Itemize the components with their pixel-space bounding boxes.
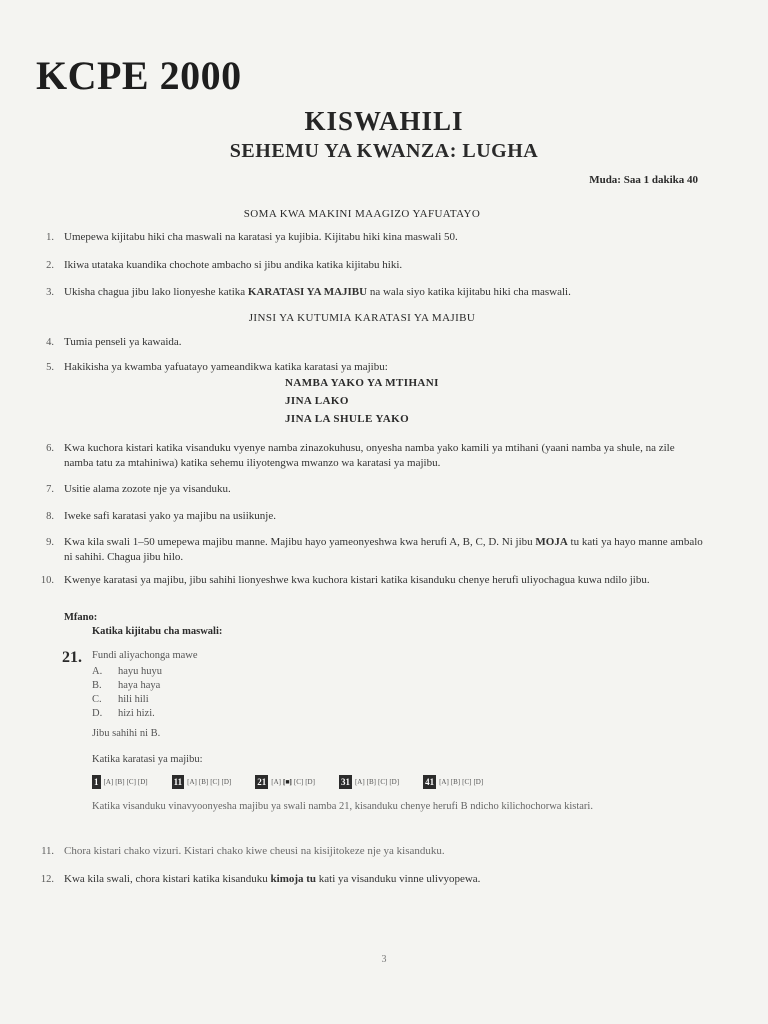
answer-bubble: [C]: [126, 778, 136, 786]
example-explanation: Katika visanduku vinavyoonyesha majibu ya swali namba 21, kisanduku chenye herufi B ndicho kilichochorwa kistari.: [92, 801, 593, 812]
answer-bubble: [D]: [137, 778, 148, 786]
subject-title: KISWAHILI: [304, 106, 464, 136]
option-text: haya haya: [118, 680, 161, 691]
time-allowed: Muda: Saa 1 dakika 40: [589, 174, 698, 186]
item-text: kati ya visanduku vinne ulivyopewa.: [316, 873, 481, 885]
answer-bubble: [B]: [366, 778, 376, 786]
option-text: hili hili: [118, 694, 149, 705]
instruction-item: Hakikisha ya kwamba yafuatayo yameandikwa katika karatasi ya majibu:: [64, 361, 388, 373]
answer-bubble: [B]: [115, 778, 125, 786]
required-field: JINA LA SHULE YAKO: [285, 413, 410, 425]
answer-sheet-question-number: 1: [94, 777, 99, 787]
answer-bubble: [A]: [271, 778, 281, 786]
answer-sheet-example: [92, 773, 507, 791]
answer-sheet-group: [339, 775, 401, 789]
answer-bubble: [A]: [103, 778, 114, 786]
answer-sheet-group: [255, 775, 317, 789]
example-option: [92, 708, 155, 719]
answer-bubble: [D]: [473, 778, 484, 786]
correct-answer: Jibu sahihi ni B.: [92, 728, 161, 739]
answer-bubble: [C]: [210, 778, 220, 786]
example-question-number: 21.: [62, 649, 82, 666]
answer-sheet-question-number: 21: [257, 777, 267, 787]
exam-title: KCPE 2000: [36, 53, 242, 98]
option-letter: A.: [92, 666, 103, 677]
item-number: 2.: [46, 260, 54, 271]
item-text: Kwa kila swali, chora kistari katika kisanduku: [64, 873, 271, 885]
instruction-item: Umepewa kijitabu hiki cha maswali na karatasi ya kujibia. Kijitabu hiki kina maswali 50.: [64, 231, 458, 243]
item-text: Kwa kila swali 1–50 umepewa majibu manne. Majibu hayo yameonyeshwa kwa herufi A, B, C, D. Ni jibu: [64, 536, 536, 548]
answer-sheet-question-number: 11: [173, 777, 183, 787]
answer-bubble-filled: [■]: [282, 778, 292, 786]
item-number: 11.: [41, 846, 54, 857]
answer-bubble: [A]: [439, 778, 449, 786]
item-number: 12.: [40, 874, 54, 885]
answer-bubble: [B]: [450, 778, 461, 786]
item-number: 4.: [46, 337, 54, 348]
instructions-heading: SOMA KWA MAKINI MAAGIZO YAFUATAYO: [243, 208, 481, 220]
instruction-item: Iweke safi karatasi yako ya majibu na usiikunje.: [64, 510, 276, 522]
answer-sheet-label: Katika karatasi ya majibu:: [92, 754, 203, 765]
required-field: NAMBA YAKO YA MTIHANI: [285, 377, 439, 389]
option-letter: C.: [92, 694, 102, 705]
example-label: Mfano:: [64, 612, 98, 623]
answer-bubble: [A]: [354, 778, 365, 786]
answer-bubble: [B]: [198, 778, 209, 786]
answer-bubble: [C]: [462, 778, 472, 786]
option-text: hayu huyu: [118, 666, 163, 677]
item-number: 1.: [46, 232, 54, 243]
answer-sheet-heading: JINSI YA KUTUMIA KARATASI YA MAJIBU: [248, 312, 476, 324]
item-number: 3.: [46, 287, 54, 298]
instruction-item: Kwa kuchora kistari katika visanduku vyenye namba zinazokuhusu, onyesha namba yako kamili ya mtihani (yaani namba ya shule, na zile namba tatu za mtahiniwa) katika sehemu iliyotengwa mwanzo wa karatasi ya majibu.: [64, 442, 675, 469]
example-option: [92, 666, 162, 677]
item-number: 6.: [46, 443, 54, 454]
answer-bubble: [A]: [187, 778, 197, 786]
answer-bubble: [C]: [293, 778, 304, 786]
answer-sheet-group: [423, 775, 485, 789]
option-text: hizi hizi.: [118, 708, 155, 719]
item-text: Ukisha chagua jibu lako lionyeshe katika: [64, 286, 248, 298]
instruction-item: Ikiwa utataka kuandika chochote ambacho si jibu andika katika kijitabu hiki.: [64, 259, 403, 271]
section-title: SEHEMU YA KWANZA: LUGHA: [229, 140, 539, 162]
item-text: tu kati ya hayo manne ambalo ni sahihi. Chagua jibu hilo.: [64, 536, 703, 563]
item-number: 5.: [46, 362, 54, 373]
item-text-bold: MOJA: [535, 536, 568, 548]
answer-sheet-question-number: 41: [425, 777, 435, 787]
instruction-item: Tumia penseli ya kawaida.: [64, 336, 182, 348]
answer-sheet-group: [92, 775, 150, 789]
item-text-bold: KARATASI YA MAJIBU: [247, 286, 368, 298]
required-field: JINA LAKO: [285, 395, 349, 407]
answer-sheet-question-number: 31: [340, 777, 350, 787]
example-booklet-label: Katika kijitabu cha maswali:: [92, 626, 223, 637]
item-text: na wala siyo katika kijitabu hiki cha maswali.: [367, 286, 571, 298]
answer-bubble: [D]: [305, 778, 315, 786]
page-number: 3: [381, 954, 387, 965]
instruction-item: [64, 535, 704, 565]
option-letter: D.: [92, 708, 103, 719]
example-question: Fundi aliyachonga mawe: [92, 650, 198, 661]
item-number: 10.: [40, 575, 54, 586]
answer-bubble: [D]: [221, 778, 232, 786]
instruction-item: Usitie alama zozote nje ya visanduku.: [64, 483, 231, 495]
answer-bubble: [D]: [389, 778, 400, 786]
answer-sheet-group: [172, 775, 234, 789]
item-number: 9.: [46, 537, 54, 548]
instruction-item: Kwenye karatasi ya majibu, jibu sahihi lionyeshwe kwa kuchora kistari katika kisanduku chenye herufi uliyochagua kuwa ndilo jibu.: [64, 574, 650, 586]
instruction-item: [64, 872, 704, 887]
instruction-item: [64, 285, 704, 300]
item-number: 8.: [46, 511, 54, 522]
answer-bubble: [C]: [378, 778, 388, 786]
example-option: [92, 694, 149, 705]
example-option: [92, 680, 160, 691]
option-letter: B.: [92, 680, 102, 691]
item-text-bold: kimoja tu: [270, 873, 317, 885]
instruction-item: Chora kistari chako vizuri. Kistari chako kiwe cheusi na kisijitokeze nje ya kisanduku.: [64, 845, 445, 857]
item-number: 7.: [46, 484, 54, 495]
